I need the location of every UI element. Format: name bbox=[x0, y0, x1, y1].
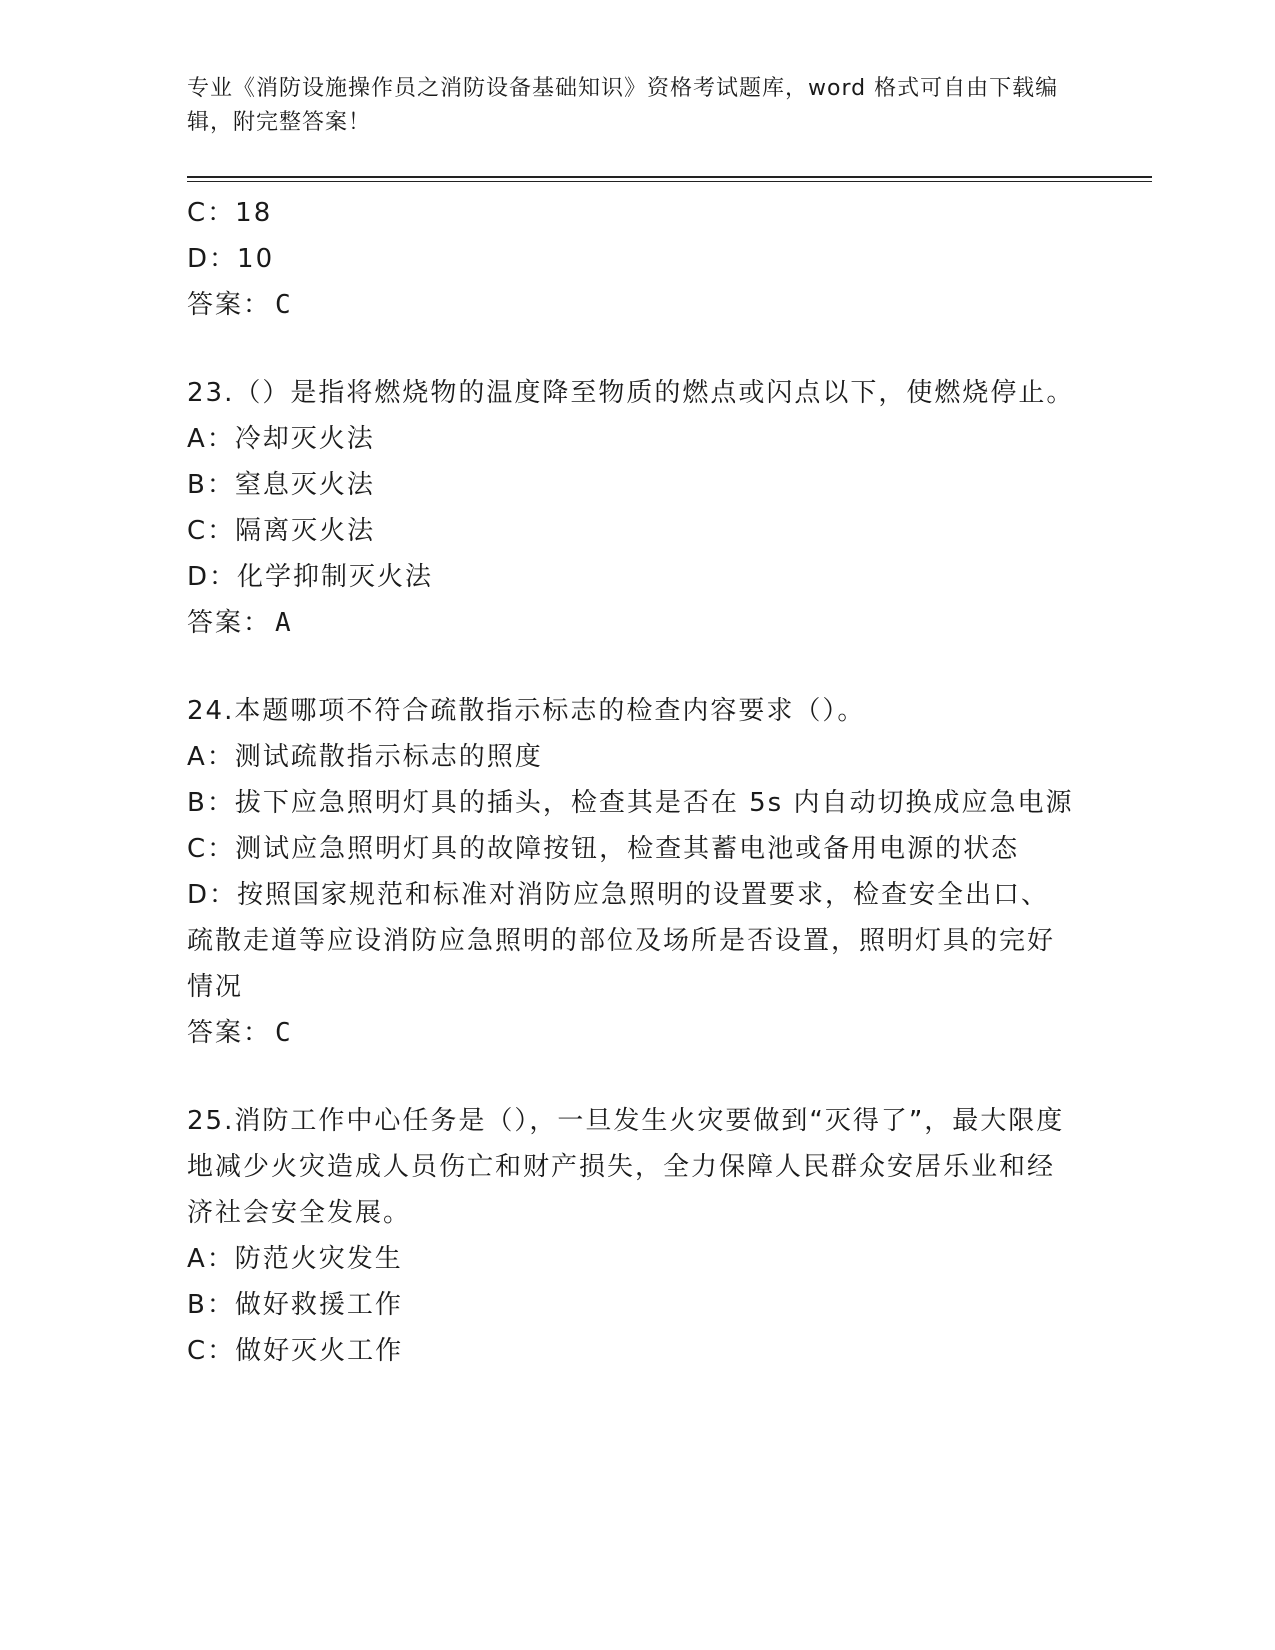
answer-line: 答案： A bbox=[187, 608, 293, 638]
header-divider-thick bbox=[187, 176, 1152, 178]
option-c: C：隔离灭火法 bbox=[187, 516, 376, 546]
question-24 bbox=[187, 688, 1077, 1056]
option-c: C：做好灭火工作 bbox=[187, 1336, 404, 1366]
option-d: D：化学抑制灭火法 bbox=[187, 562, 434, 592]
question-stem: 23.（）是指将燃烧物的温度降至物质的燃点或闪点以下，使燃烧停止。 bbox=[187, 378, 1075, 408]
option-b: B：拔下应急照明灯具的插头，检查其是否在 5s 内自动切换成应急电源 bbox=[187, 788, 1074, 818]
question-25 bbox=[187, 1098, 1077, 1374]
page-header: 专业《消防设施操作员之消防设备基础知识》资格考试题库，word 格式可自由下载编辑，附完整答案！ bbox=[187, 76, 1059, 135]
question-content bbox=[187, 190, 1077, 1374]
option-a: A：防范火灾发生 bbox=[187, 1244, 403, 1274]
option-a: A：测试疏散指示标志的照度 bbox=[187, 742, 543, 772]
option-c: C：18 bbox=[187, 198, 273, 228]
answer-line: 答案： C bbox=[187, 1018, 293, 1048]
answer-line: 答案： C bbox=[187, 290, 293, 320]
header-divider-thin bbox=[187, 181, 1152, 182]
question-23 bbox=[187, 370, 1077, 646]
option-a: A：冷却灭火法 bbox=[187, 424, 375, 454]
option-d: D：10 bbox=[187, 244, 275, 274]
question-stem: 24.本题哪项不符合疏散指示标志的检查内容要求（）。 bbox=[187, 696, 866, 726]
option-d: D：按照国家规范和标准对消防应急照明的设置要求，检查安全出口、疏散走道等应设消防应急照明的部位及场所是否设置，照明灯具的完好情况 bbox=[187, 880, 1056, 1002]
option-c: C：测试应急照明灯具的故障按钮，检查其蓄电池或备用电源的状态 bbox=[187, 834, 1020, 864]
option-b: B：窒息灭火法 bbox=[187, 470, 375, 500]
question-stem: 25.消防工作中心任务是（），一旦发生火灾要做到“灭得了”，最大限度地减少火灾造成人员伤亡和财产损失，全力保障人民群众安居乐业和经济社会安全发展。 bbox=[187, 1106, 1065, 1228]
previous-question-tail bbox=[187, 190, 1077, 328]
option-b: B：做好救援工作 bbox=[187, 1290, 403, 1320]
